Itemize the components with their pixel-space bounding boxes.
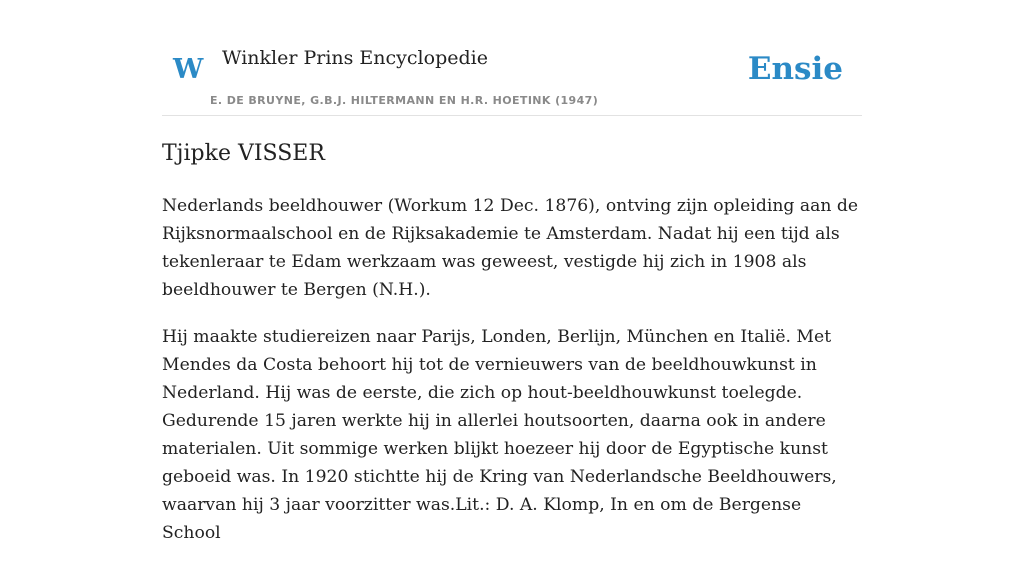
page-container xyxy=(162,0,862,543)
article-paragraph-2: Hij maakte studiereizen naar Parijs, Londen, Berlijn, München en Italië. Met Mendes da Costa behoort hij tot de vernieuwers van de beeldhouwkunst in Nederland. Hij was de eerste, die zich op hout-beeldhouwkunst toelegde. Gedurende 15 jaren werkte hij in allerlei houtsoorten, daarna ook in andere materialen. Uit sommige werken blijkt hoezeer hij door de Egyptische kunst geboeid was. In 1920 stichtte hij de Kring van Nederlandsche Beeldhouwers, waarvan hij 3 jaar voorzitter was.Lit.: D. A. Klomp, In en om de Bergense School xyxy=(162,327,837,543)
edition-subtitle: E. DE BRUYNE, G.B.J. HILTERMANN EN H.R. HOETINK (1947) xyxy=(210,94,599,107)
site-title[interactable]: Winkler Prins Encyclopedie xyxy=(222,47,488,69)
ensie-brand-logo[interactable]: Ensie xyxy=(747,51,843,87)
site-header xyxy=(162,0,862,116)
article-title: Tjipke VISSER xyxy=(162,141,325,166)
article-body xyxy=(162,192,862,566)
winkler-prins-logo[interactable]: W xyxy=(173,54,204,85)
article-paragraph-1: Nederlands beeldhouwer (Workum 12 Dec. 1876), ontving zijn opleiding aan de Rijksnormaalschool en de Rijksakademie te Amsterdam. Nadat hij een tijd als tekenleraar te Edam werkzaam was geweest, vestigde hij zich in 1908 als beeldhouwer te Bergen (N.H.). xyxy=(162,196,859,300)
